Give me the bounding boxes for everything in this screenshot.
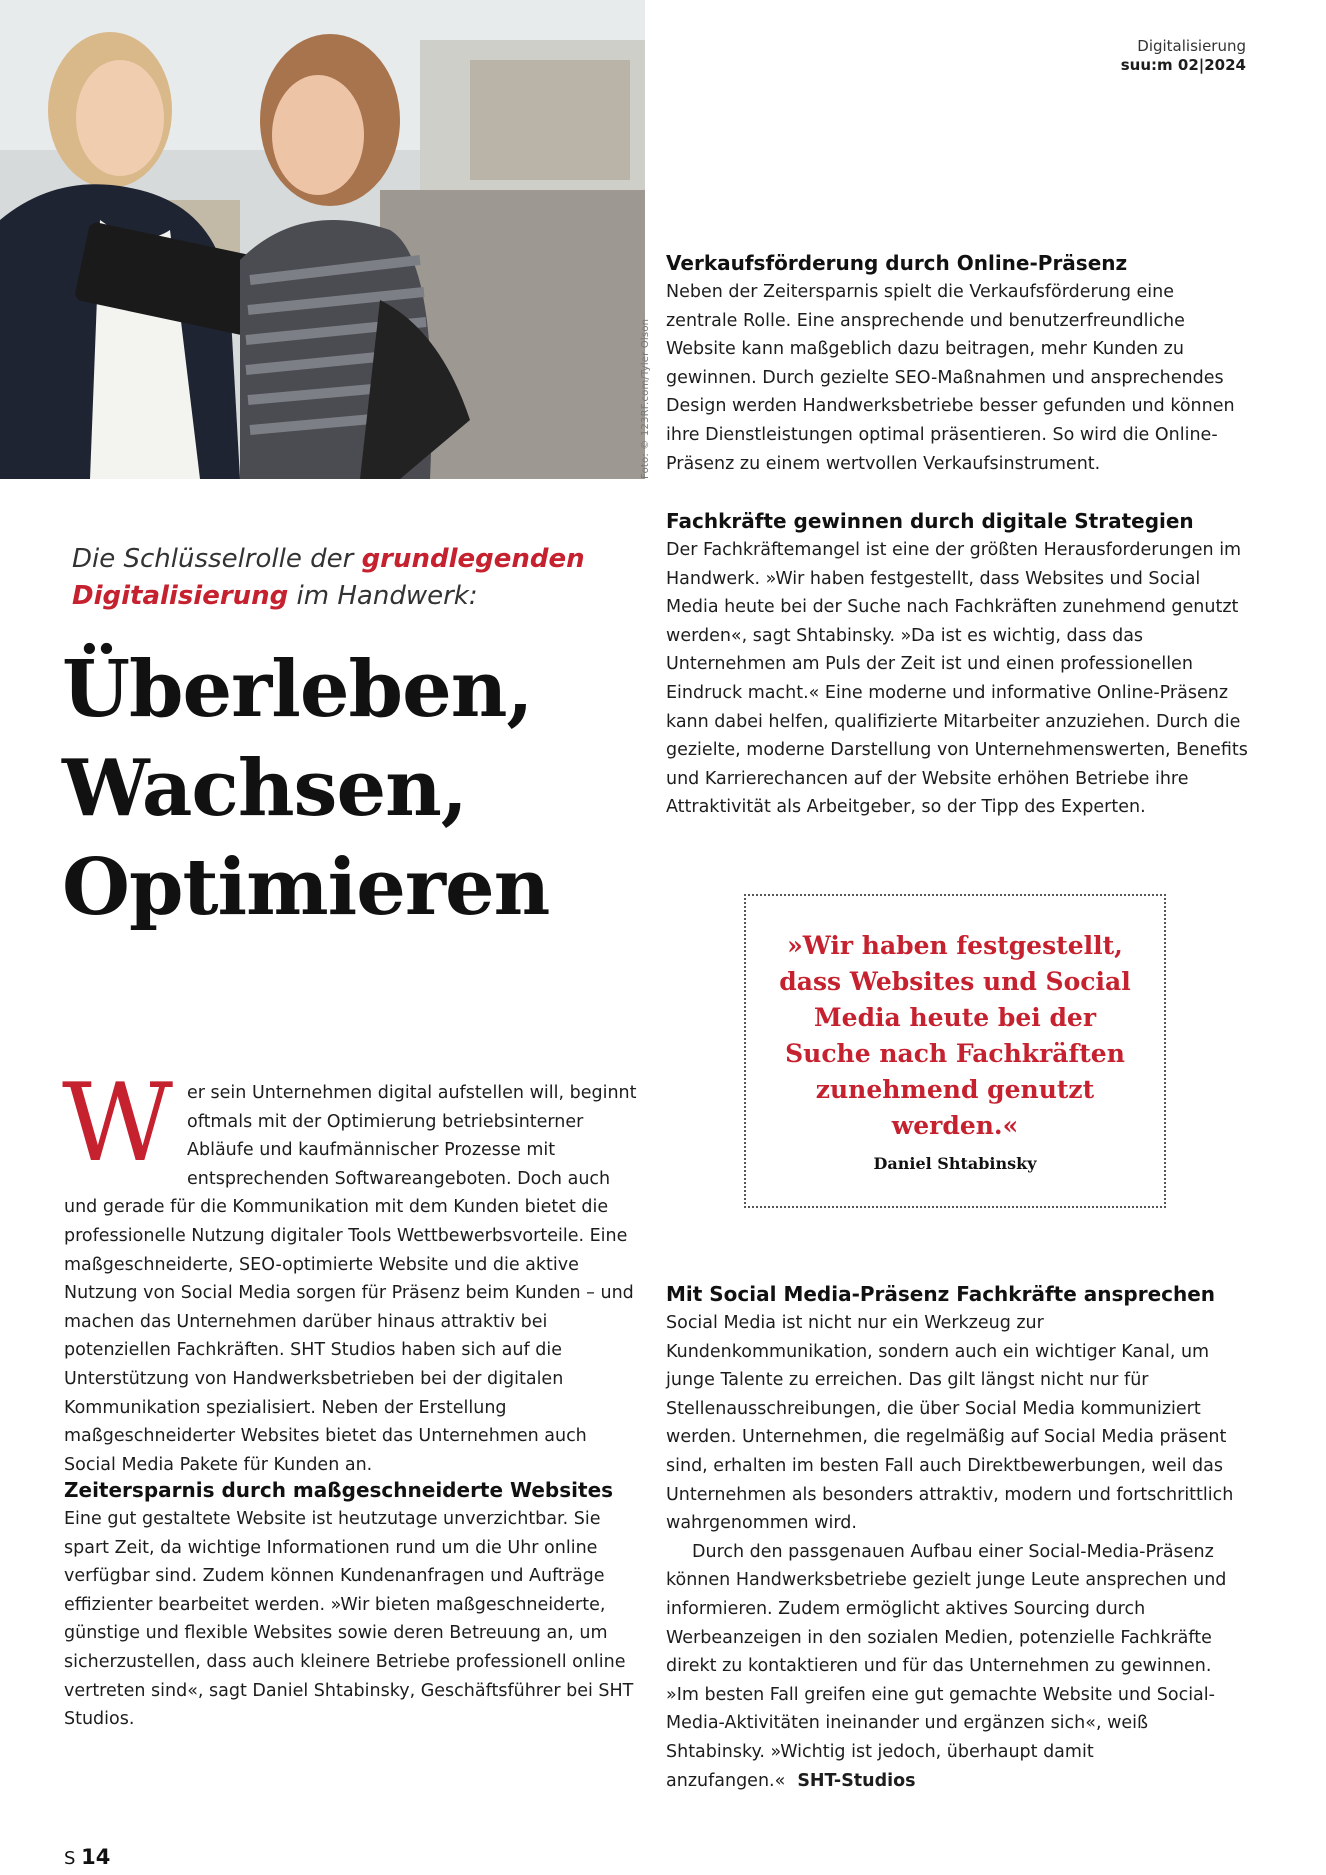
section-social-media bbox=[666, 1279, 1248, 1795]
section-heading: Verkaufsförderung durch Online-Präsenz bbox=[666, 251, 1128, 275]
section-verkaufsfoerderung bbox=[666, 248, 1248, 478]
section-zeitersparnis bbox=[64, 1475, 638, 1734]
section-name: Digitalisierung bbox=[1137, 37, 1246, 55]
section-body: Eine gut gestaltete Website ist heutzutage unverzichtbar. Sie spart Zeit, da wichtige Informationen rund um die Uhr online verfügbar sind. Zudem können Kundenanfragen und Aufträge effizienter bearbeitet werden. »Wir bieten maßgeschneiderte, günstige und flexible Websites sowie deren Betreuung an, um sicherzustellen, dass auch kleinere Betriebe professionell online vertreten sind«, sagt Daniel Shtabinsky, Geschäftsführer bei SHT Studios. bbox=[64, 1509, 634, 1730]
hero-photo bbox=[0, 0, 645, 479]
section-body-1: Social Media ist nicht nur ein Werkzeug zur Kundenkommunikation, sondern auch ein wichtiger Kanal, um junge Talente zu erreichen. Das gilt längst nicht nur für Stellenausschreibungen, die über Social Media kommuniziert werden. Unternehmen, die regelmäßig auf Social Media präsent sind, erhalten im besten Fall auch Direktbewerbungen, weil das Unternehmen als besonders attraktiv, modern und fortschrittlich wahrgenommen wird. bbox=[666, 1313, 1234, 1534]
page-number-value: 14 bbox=[81, 1845, 111, 1869]
issue-label: suu:m 02|2024 bbox=[1120, 56, 1246, 74]
headline-line-3: Optimieren bbox=[62, 842, 550, 933]
lead-text: er sein Unternehmen digital aufstellen will, beginnt oftmals mit der Optimierung betriebsinterner Abläufe und kaufmännischer Prozesse mit entsprechenden Softwareangeboten. Doch auch und gerade für die Kommunikation mit dem Kunden bietet die professionelle Nutzung digitaler Tools Wettbewerbsvorteile. Eine maßgeschneiderte, SEO-optimierte Website und die aktive Nutzung von Social Media sorgen für Präsenz beim Kunden – und machen das Unternehmen darüber hinaus attraktiv bei potenziellen Fachkräften. SHT Studios haben sich auf die Unterstützung von Handwerksbetrieben bei der digitalen Kommunikation spezialisiert. Neben der Erstellung maßgeschneiderter Websites bietet das Unternehmen auch Social Media Pakete für Kunden an. bbox=[64, 1083, 637, 1475]
section-body: Neben der Zeitersparnis spielt die Verkaufsförderung eine zentrale Rolle. Eine ansprechende und benutzerfreundliche Website kann maßgeblich dazu beitragen, mehr Kunden zu gewinnen. Durch gezielte SEO-Maßnahmen und ansprechendes Design werden Handwerksbetriebe besser gefunden und können ihre Dienstleistungen optimal präsentieren. So wird die Online-Präsenz zu einem wertvollen Verkaufsinstrument. bbox=[666, 282, 1235, 474]
section-heading: Zeitersparnis durch maßgeschneiderte Websites bbox=[64, 1478, 614, 1502]
headline bbox=[62, 640, 642, 937]
dropcap: W bbox=[62, 1061, 174, 1186]
kicker bbox=[72, 541, 632, 615]
photo-credit: Foto: © 123RF.com/Tyler Olson bbox=[640, 318, 651, 479]
page-number bbox=[64, 1845, 110, 1869]
section-body-2-text: Durch den passgenauen Aufbau einer Social-Media-Präsenz können Handwerksbetriebe gezielt junge Leute ansprechen und informieren. Zudem ermöglicht aktives Sourcing durch Werbeanzeigen in den sozialen Medien, potenzielle Fachkräfte direkt zu kontaktieren und für das Unternehmen zu gewinnen. »Im besten Fall greifen eine gut gemachte Website und Social-Media-Aktivitäten ineinander und ergänzen sich«, weiß Shtabinsky. »Wichtig ist jedoch, überhaupt damit anzufangen.« bbox=[666, 1541, 1227, 1791]
pull-quote bbox=[744, 894, 1166, 1208]
author-signature: SHT-Studios bbox=[797, 1770, 916, 1791]
page-prefix: S bbox=[64, 1848, 76, 1869]
lead-paragraph bbox=[62, 1061, 638, 1479]
section-heading: Fachkräfte gewinnen durch digitale Strategien bbox=[666, 509, 1194, 533]
section-body: Der Fachkräftemangel ist eine der größten Herausforderungen im Handwerk. »Wir haben festgestellt, dass Websites und Social Media heute bei der Suche nach Fachkräften zunehmend genutzt werden«, sagt Shtabinsky. »Da ist es wichtig, dass das Unternehmen am Puls der Zeit ist und einen professionellen Eindruck macht.« Eine moderne und informative Online-Präsenz kann dabei helfen, qualifizierte Mitarbeiter anzuziehen. Durch die gezielte, moderne Darstellung von Unternehmenswerten, Benefits und Karrierechancen auf der Website erhöhen Betriebe ihre Attraktivität als Arbeitgeber, so der Tipp des Experten. bbox=[666, 540, 1248, 818]
photo-illustration bbox=[0, 0, 645, 479]
kicker-part2: im Handwerk: bbox=[288, 581, 478, 611]
pull-quote-text: »Wir haben festgestellt, dass Websites und Social Media heute bei der Suche nach Fachkräften zunehmend genutzt werden.« bbox=[779, 931, 1131, 1140]
section-body-2 bbox=[666, 1538, 1248, 1795]
kicker-highlight: grundlegenden Digitalisierung bbox=[72, 544, 585, 611]
section-label bbox=[1121, 37, 1246, 75]
headline-line-1: Überleben, bbox=[62, 644, 533, 735]
kicker-part1: Die Schlüsselrolle der bbox=[72, 544, 362, 574]
headline-line-2: Wachsen, bbox=[62, 743, 467, 834]
pull-quote-author: Daniel Shtabinsky bbox=[873, 1154, 1037, 1173]
section-fachkraefte bbox=[666, 506, 1248, 822]
section-heading: Mit Social Media-Präsenz Fachkräfte ansprechen bbox=[666, 1282, 1216, 1306]
